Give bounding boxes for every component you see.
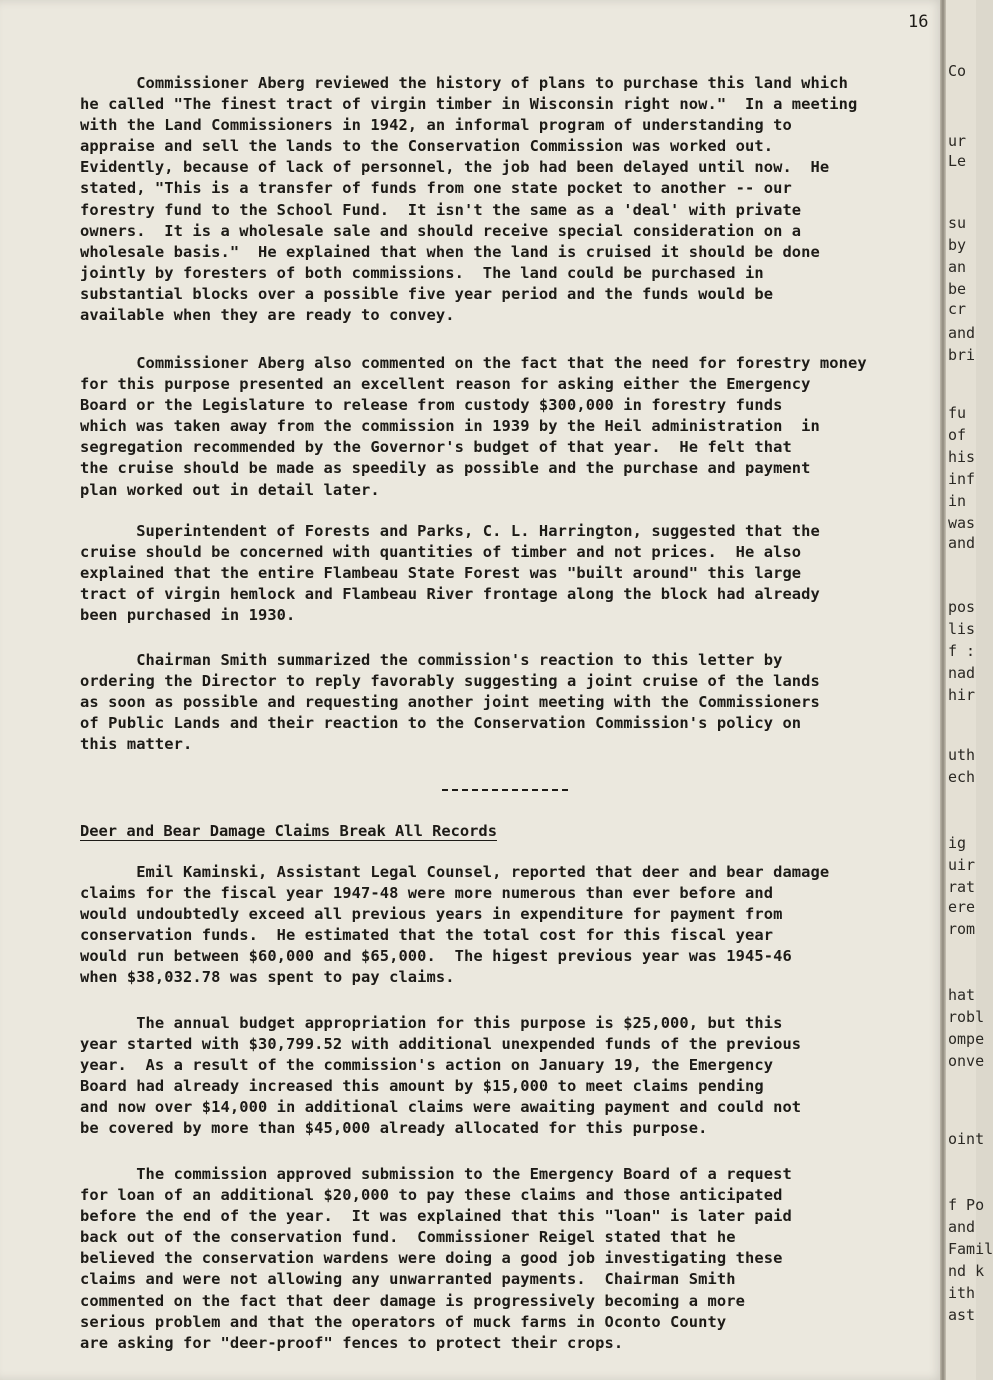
adjacent-page-edge: [946, 0, 993, 1380]
edge-fragment: inf: [948, 470, 976, 488]
edge-fragment: of: [948, 426, 967, 444]
edge-fragment: robl: [948, 1008, 985, 1026]
edge-fragment: Famil: [948, 1240, 993, 1258]
edge-fragment: ur: [948, 132, 967, 150]
paragraph-harrington: Superintendent of Forests and Parks, C. L. Harrington, suggested that the cruise should be concerned with quantities of timber and not prices. He also explained that the entire Flambeau State Forest was "built around" this large tract of virgin hemlock and Flambeau River frontage along the block had already been purchased in 1930.: [80, 522, 820, 625]
section-heading: Deer and Bear Damage Claims Break All Records: [80, 822, 497, 840]
edge-fragment: Co: [948, 62, 967, 80]
edge-fragment: uth: [948, 746, 976, 764]
edge-fragment: ith: [948, 1284, 976, 1302]
edge-fragment: be: [948, 280, 967, 298]
edge-fragment: in: [948, 492, 967, 510]
edge-fragment: was: [948, 514, 976, 532]
edge-fragment: onve: [948, 1052, 985, 1070]
paragraph-forestry-funds: Commissioner Aberg also commented on the fact that the need for forestry money for this purpose presented an excellent reason for asking either the Emergency Board or the Legislature to release from custody $300,000 in forestry funds which was taken away from the commission in 1939 by the Heil administration in segregation recommended by the Governor's budget of that year. He felt that the cruise should be made as speedily as possible and the purchase and payment plan worked out in detail later.: [80, 354, 867, 499]
edge-fragment: f Po: [948, 1196, 985, 1214]
edge-fragment: bri: [948, 346, 976, 364]
paragraph-emergency-loan: The commission approved submission to the Emergency Board of a request for loan of an additional $20,000 to pay these claims and those anticipated before the end of the year. It was explained that this "loan" is later paid back out of the conservation fund. Commissioner Reigel stated that he believed the conservation wardens were doing a good job investigating these claims and were not allowing any unwarranted payments. Chairman Smith commented on the fact that deer damage is progressively becoming a more serious problem and that the operators of muck farms in Oconto County are asking for "deer-proof" fences to protect their crops.: [80, 1165, 792, 1352]
edge-fragment: an: [948, 258, 967, 276]
edge-fragment: rat: [948, 878, 976, 896]
edge-fragment: lis: [948, 620, 976, 638]
edge-fragment: nd k: [948, 1262, 985, 1280]
edge-fragment: ere: [948, 898, 976, 916]
paragraph-budget: The annual budget appropriation for this purpose is $25,000, but this year started with $30,799.52 with additional unexpended funds of the previous year. As a result of the commission's action on January 19, the Emergency Board had already increased this amount by $15,000 to meet claims pending and now over $14,000 in additional claims were awaiting payment and could not be covered by more than $45,000 already allocated for this purpose.: [80, 1014, 802, 1138]
edge-fragment: fu: [948, 404, 967, 422]
edge-fragment: cr: [948, 300, 967, 318]
edge-fragment: by: [948, 236, 967, 254]
edge-fragment: f :: [948, 642, 976, 660]
edge-fragment: oint: [948, 1130, 985, 1148]
edge-fragment: ompe: [948, 1030, 985, 1048]
edge-fragment: hat: [948, 986, 976, 1004]
edge-fragment: ech: [948, 768, 976, 786]
edge-fragment: pos: [948, 598, 976, 616]
paragraph-kaminski-report: Emil Kaminski, Assistant Legal Counsel, reported that deer and bear damage claims for the fiscal year 1947-48 were more numerous than ever before and would undoubtedly exceed all previous years in expenditure for payment from conservation funds. He estimated that the total cost for this fiscal year would run between $60,000 and $65,000. The higest previous year was 1945-46 when $38,032.78 was spent to pay claims.: [80, 863, 830, 987]
edge-fragment: uir: [948, 856, 976, 874]
edge-fragment: rom: [948, 920, 976, 938]
edge-fragment: Le: [948, 152, 967, 170]
paragraph-aberg-history: Commissioner Aberg reviewed the history of plans to purchase this land which he called "The finest tract of virgin timber in Wisconsin right now." In a meeting with the Land Commissioners in 1942, an informal program of understanding to appraise and sell the lands to the Conservation Commission was worked out. Evidently, because of lack of personnel, the job had been delayed until now. He stated, "This is a transfer of funds from one state pocket to another -- our forestry fund to the School Fund. It isn't the same as a 'deal' with private owners. It is a wholesale sale and should receive special consideration on a wholesale basis." He explained that when the land is cruised it should be done jointly by foresters of both commissions. The land could be purchased in substantial blocks over a possible five year period and the funds would be available when they are ready to convey.: [80, 74, 858, 325]
edge-fragment: ig: [948, 834, 967, 852]
section-divider: [442, 789, 568, 791]
edge-fragment: su: [948, 214, 967, 232]
edge-fragment: hir: [948, 686, 976, 704]
edge-fragment: and: [948, 324, 976, 342]
paragraph-smith-summary: Chairman Smith summarized the commission's reaction to this letter by ordering the Director to reply favorably suggesting a joint cruise of the lands as soon as possible and requesting another joint meeting with the Commissioners of Public Lands and their reaction to the Conservation Commission's policy on this matter.: [80, 651, 820, 754]
edge-fragment: and: [948, 1218, 976, 1236]
edge-fragment: and: [948, 534, 976, 552]
edge-fragment: his: [948, 448, 976, 466]
edge-fragment: ast: [948, 1306, 976, 1324]
page-number: 16: [908, 12, 929, 32]
edge-fragment: nad: [948, 664, 976, 682]
